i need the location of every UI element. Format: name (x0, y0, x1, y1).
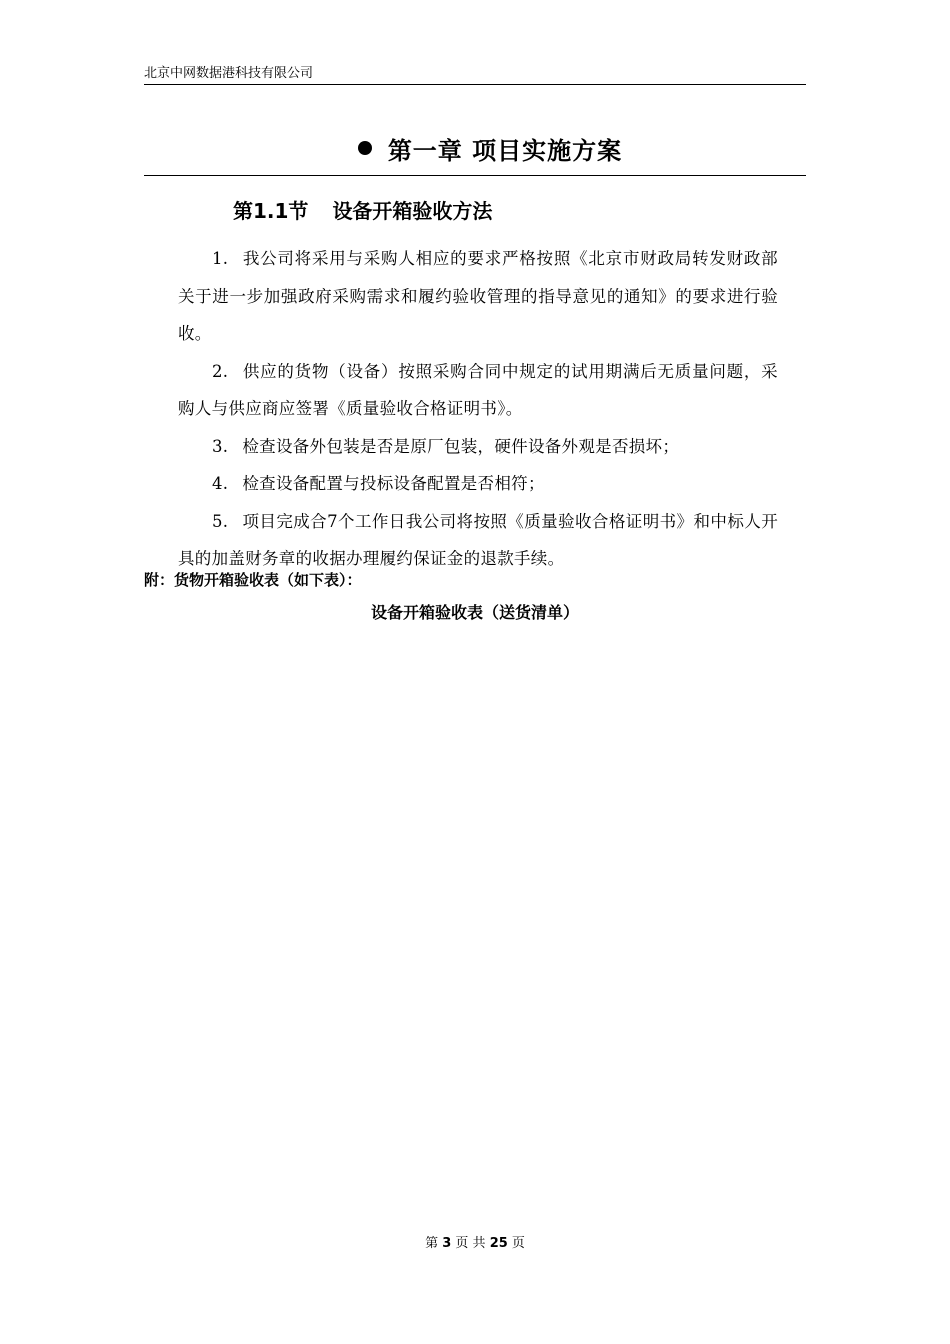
list-item (178, 353, 778, 428)
footer-total-pages: 25 (489, 1236, 508, 1251)
list-item-number: 2. (212, 361, 229, 381)
list-item-text: 检查设备外包装是否是原厂包装，硬件设备外观是否损坏； (242, 436, 680, 456)
footer-suffix: 页 (511, 1236, 525, 1251)
footer-prefix: 第 (425, 1236, 439, 1251)
footer-middle: 页 共 (455, 1236, 486, 1251)
list-item (178, 503, 778, 578)
list-item-text: 项目完成合7个工作日我公司将按照《质量验收合格证明书》和中标人开具的加盖财务章的收据办理履约保证金的退款手续。 (178, 511, 778, 568)
body-text (178, 240, 778, 578)
list-item-number: 5. (212, 511, 229, 531)
footer-page-number: 3 (442, 1236, 452, 1251)
list-item-text: 检查设备配置与投标设备配置是否相符； (242, 474, 545, 493)
section-number: 第1.1节 (233, 199, 309, 223)
header-divider (144, 84, 806, 85)
chapter-title: 第一章 项目实施方案 (387, 136, 623, 165)
section-title: 设备开箱验收方法 (332, 199, 493, 223)
table-title: 设备开箱验收表（送货清单） (370, 603, 579, 622)
list-item-number: 1. (212, 249, 229, 268)
list-item (178, 465, 778, 503)
list-item (178, 240, 778, 353)
appendix-label: 附：货物开箱验收表（如下表）： (144, 571, 362, 589)
page-footer (144, 1234, 806, 1254)
section-heading (233, 196, 492, 226)
chapter-divider (144, 175, 806, 176)
bullet-icon (358, 141, 372, 155)
list-item-text: 我公司将采用与采购人相应的要求严格按照《北京市财政局转发财政部关于进一步加强政府采购需求和履约验收管理的指导意见的通知》的要求进行验收。 (178, 249, 778, 343)
header-company-name: 北京中网数据港科技有限公司 (144, 66, 314, 81)
chapter-heading (144, 128, 806, 168)
list-item-number: 4. (212, 474, 229, 493)
list-item-number: 3. (212, 436, 229, 456)
list-item-text: 供应的货物（设备）按照采购合同中规定的试用期满后无质量问题，采购人与供应商应签署《质量验收合格证明书》。 (178, 361, 778, 418)
list-item (178, 428, 778, 466)
